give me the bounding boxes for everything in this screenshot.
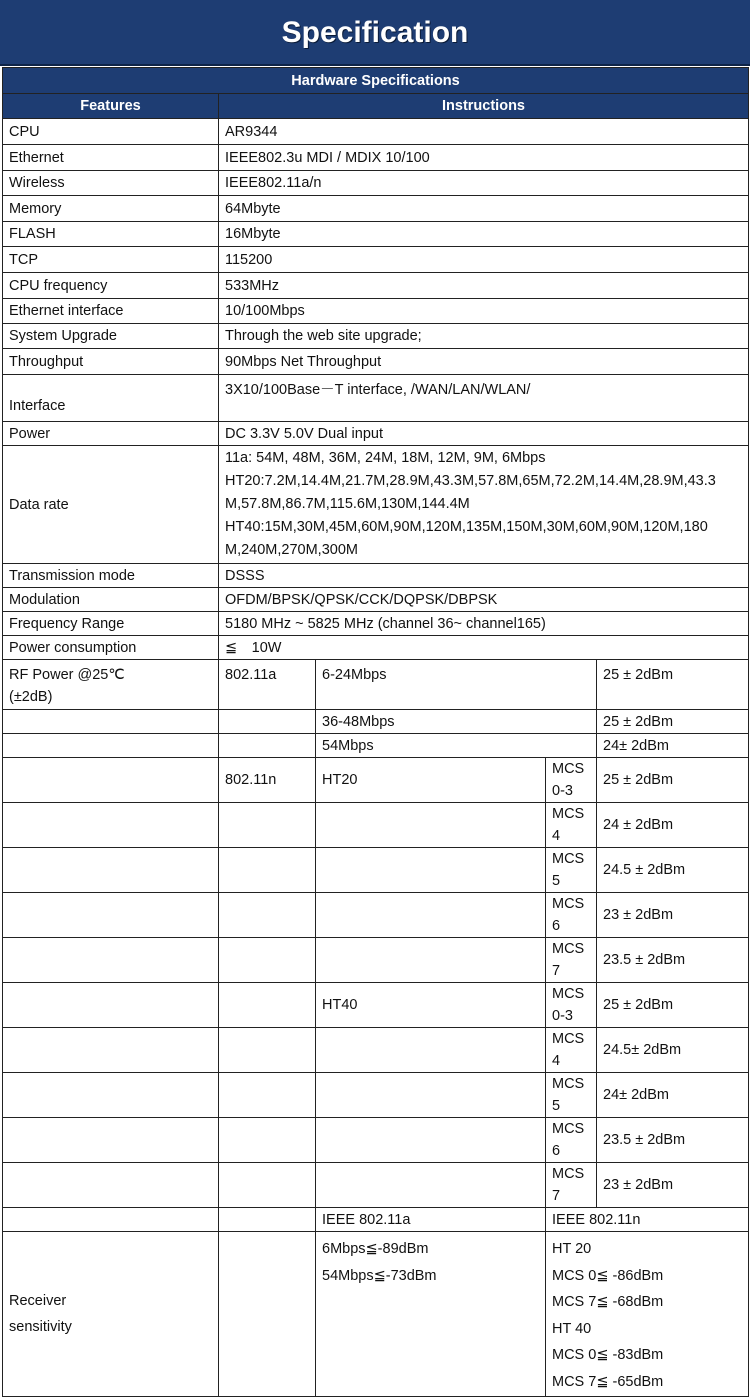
feature-value: 3X10/100Base－T interface, /WAN/LAN/WLAN/: [219, 375, 749, 422]
rf-power-label: [3, 660, 219, 710]
receiver-value: 6Mbps≦-89dBm: [322, 1241, 429, 1257]
rf-rate: 6-24Mbps: [316, 660, 597, 710]
feature-value: 64Mbyte: [219, 196, 749, 222]
receiver-value: MCS 0≦ -86dBm: [552, 1267, 664, 1284]
feature-label: Ethernet: [3, 145, 219, 171]
rf-rate: 36-48Mbps: [316, 710, 597, 734]
rf-mcs: MCS 5: [546, 1073, 597, 1118]
feature-label: Frequency Range: [3, 612, 219, 636]
feature-label: FLASH: [3, 222, 219, 247]
rf-mcs: MCS 0-3: [546, 758, 597, 803]
rf-power-value: 25 ± 2dBm: [597, 758, 749, 803]
feature-value: IEEE802.11a/n: [219, 171, 749, 196]
rf-power-value: 24.5± 2dBm: [597, 1028, 749, 1073]
column-header-instructions: Instructions: [219, 94, 749, 119]
feature-label: Wireless: [3, 171, 219, 196]
receiver-value: MCS 0≦ -83dBm: [552, 1347, 664, 1363]
feature-value: ≦ 10W: [219, 636, 749, 660]
receiver-header-n: IEEE 802.11n: [546, 1208, 749, 1232]
feature-value: 115200: [219, 247, 749, 273]
rf-power-value: 24± 2dBm: [597, 734, 749, 758]
section-title: Hardware Specifications: [3, 68, 749, 94]
feature-value: 16Mbyte: [219, 222, 749, 247]
rf-power-value: 25 ± 2dBm: [597, 710, 749, 734]
feature-value: AR9344: [219, 119, 749, 145]
receiver-label-line1: Receiver: [9, 1292, 67, 1309]
feature-value: 5180 MHz ~ 5825 MHz (channel 36~ channel165): [219, 612, 749, 636]
feature-label: Throughput: [3, 349, 219, 375]
rf-mcs: MCS 6: [546, 1118, 597, 1163]
feature-label: System Upgrade: [3, 324, 219, 349]
data-rate-line: 11a: 54M, 48M, 36M, 24M, 18M, 12M, 9M, 6Mbps: [225, 450, 546, 466]
feature-label: Ethernet interface: [3, 299, 219, 324]
rf-power-value: 25 ± 2dBm: [597, 983, 749, 1028]
data-rate-value: [219, 446, 749, 564]
rf-rate: 54Mbps: [316, 734, 597, 758]
rf-power-value: 23 ± 2dBm: [597, 893, 749, 938]
rf-mcs: MCS 7: [546, 1163, 597, 1208]
data-rate-line: HT40:15M,30M,45M,60M,90M,120M,135M,150M,30M,60M,90M,120M,180: [225, 519, 708, 535]
feature-label: Power: [3, 422, 219, 446]
feature-label: Memory: [3, 196, 219, 222]
feature-label: CPU frequency: [3, 273, 219, 299]
rf-bandwidth: HT20: [316, 758, 546, 803]
feature-value: 533MHz: [219, 273, 749, 299]
feature-value: OFDM/BPSK/QPSK/CCK/DQPSK/DBPSK: [219, 588, 749, 612]
feature-value: DSSS: [219, 564, 749, 588]
rf-mcs: MCS 6: [546, 893, 597, 938]
receiver-11a-values: [316, 1232, 546, 1397]
spec-table: [2, 67, 749, 1397]
feature-label: Power consumption: [3, 636, 219, 660]
receiver-11n-values: [546, 1232, 749, 1397]
rf-power-value: 24.5 ± 2dBm: [597, 848, 749, 893]
rf-mcs: MCS 0-3: [546, 983, 597, 1028]
rf-power-label-line1: RF Power @25℃: [9, 667, 125, 683]
rf-mcs: MCS 5: [546, 848, 597, 893]
rf-mcs: MCS 7: [546, 938, 597, 983]
receiver-label-line2: sensitivity: [9, 1319, 72, 1335]
data-rate-line: M,57.8M,86.7M,115.6M,130M,144.4M: [225, 496, 470, 512]
rf-standard: 802.11n: [219, 758, 316, 803]
rf-mcs: MCS 4: [546, 1028, 597, 1073]
rf-power-value: 25 ± 2dBm: [597, 660, 749, 710]
receiver-value: HT 20: [552, 1241, 592, 1257]
data-rate-line: M,240M,270M,300M: [225, 542, 358, 558]
receiver-value: MCS 7≦ -65dBm: [552, 1373, 664, 1390]
rf-power-value: 24± 2dBm: [597, 1073, 749, 1118]
rf-power-value: 23.5 ± 2dBm: [597, 1118, 749, 1163]
feature-value: 90Mbps Net Throughput: [219, 349, 749, 375]
receiver-value: 54Mbps≦-73dBm: [322, 1267, 437, 1284]
rf-standard: 802.11a: [219, 660, 316, 710]
page-title: Specification: [0, 0, 750, 66]
feature-value: IEEE802.3u MDI / MDIX 10/100: [219, 145, 749, 171]
data-rate-label: Data rate: [3, 446, 219, 564]
rf-mcs: MCS 4: [546, 803, 597, 848]
feature-label: Transmission mode: [3, 564, 219, 588]
receiver-header-a: IEEE 802.11a: [316, 1208, 546, 1232]
rf-power-value: 24 ± 2dBm: [597, 803, 749, 848]
receiver-label: [3, 1232, 219, 1397]
feature-value: DC 3.3V 5.0V Dual input: [219, 422, 749, 446]
feature-label: CPU: [3, 119, 219, 145]
receiver-value: HT 40: [552, 1320, 592, 1337]
feature-label: TCP: [3, 247, 219, 273]
feature-label: Modulation: [3, 588, 219, 612]
feature-value: Through the web site upgrade;: [219, 324, 749, 349]
rf-power-label-line2: (±2dB): [9, 689, 53, 705]
receiver-value: MCS 7≦ -68dBm: [552, 1294, 664, 1310]
rf-bandwidth: HT40: [316, 983, 546, 1028]
feature-label: Interface: [3, 375, 219, 422]
feature-value: 10/100Mbps: [219, 299, 749, 324]
rf-power-value: 23 ± 2dBm: [597, 1163, 749, 1208]
rf-power-value: 23.5 ± 2dBm: [597, 938, 749, 983]
data-rate-line: HT20:7.2M,14.4M,21.7M,28.9M,43.3M,57.8M,65M,72.2M,14.4M,28.9M,43.3: [225, 473, 716, 489]
column-header-features: Features: [3, 94, 219, 119]
